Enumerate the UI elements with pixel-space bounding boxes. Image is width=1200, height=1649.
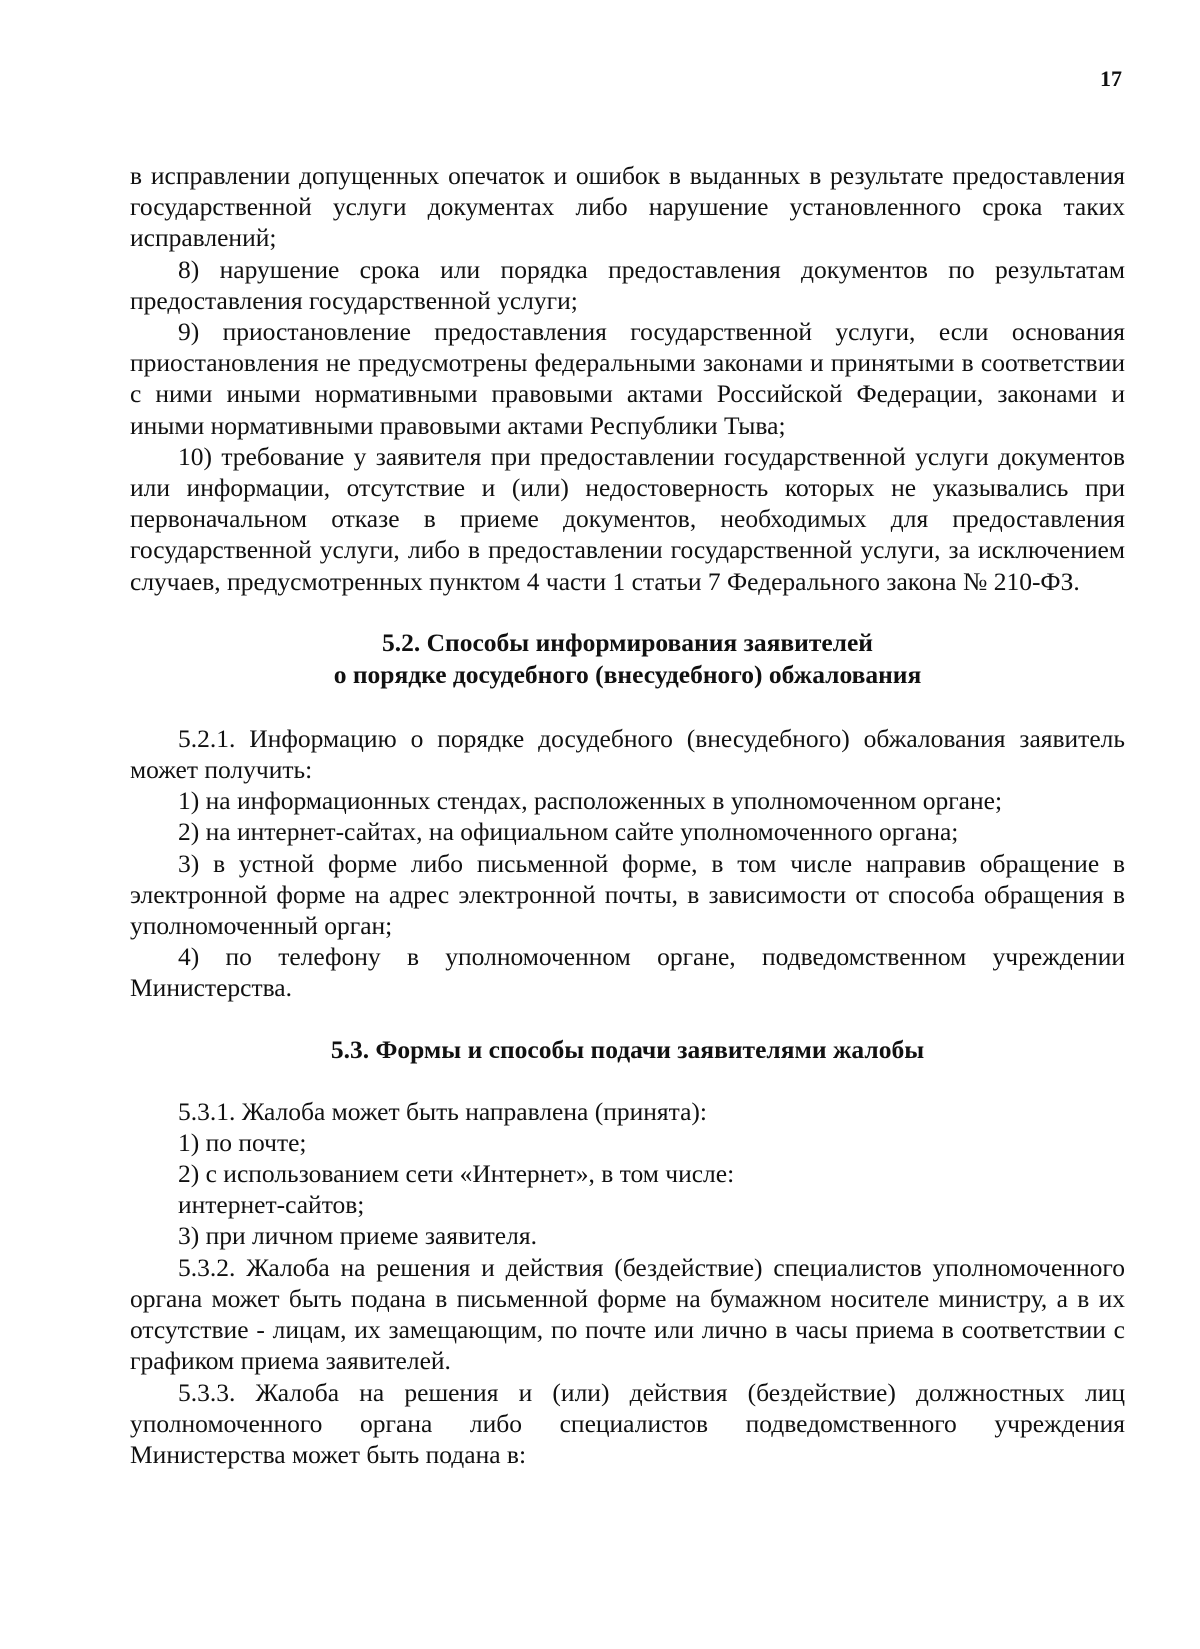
paragraph-5-3-3: 5.3.3. Жалоба на решения и (или) действия (бездействие) должностных лиц уполномоченного органа либо специалистов подведомственного учреждения Министерства может быть подана в: <box>130 1377 1125 1469</box>
list-item-5-2-1-2: 2) на интернет-сайтах, на официальном сайте уполномоченного органа; <box>178 817 959 847</box>
section-heading-5-2 <box>130 627 1125 691</box>
paragraph-5-3-1: 5.3.1. Жалоба может быть направлена (принята): <box>178 1096 707 1126</box>
paragraph-5-2-1: 5.2.1. Информацию о порядке досудебного (внесудебного) обжалования заявитель может получить: <box>130 723 1125 785</box>
paragraph-item-9: 9) приостановление предоставления государственной услуги, если основания приостановления не предусмотрены федеральными законами и принятыми в соответствии с ними иными нормативными правовыми актами Российской Федерации, законами и иными нормативными правовыми актами Республики Тыва; <box>130 317 1125 440</box>
paragraph-item-10: 10) требование у заявителя при предоставлении государственной услуги документов или информации, отсутствие и (или) недостоверность которых не указывались при первоначальном отказе в приеме документов, необходимых для предоставления государственной услуги, либо в предоставлении государственной услуги, за исключением случаев, предусмотренных пунктом 4 части 1 статьи 7 Федерального закона № 210-ФЗ. <box>130 441 1125 596</box>
section-heading-5-2-line1: 5.2. Способы информирования заявителей <box>381 627 873 657</box>
section-heading-5-2-line2: о порядке досудебного (внесудебного) обжалования <box>333 659 922 689</box>
section-heading-5-3: 5.3. Формы и способы подачи заявителями жалобы <box>330 1034 925 1064</box>
list-item-5-3-1-2-sub: интернет-сайтов; <box>178 1190 365 1220</box>
list-item-5-2-1-4: 4) по телефону в уполномоченном органе, подведомственном учреждении Министерства. <box>130 942 1125 1003</box>
paragraph-item-8: 8) нарушение срока или порядка предоставления документов по результатам предоставления государственной услуги; <box>130 254 1125 315</box>
document-body <box>130 160 1125 1470</box>
paragraph-5-3-2: 5.3.2. Жалоба на решения и действия (бездействие) специалистов уполномоченного органа может быть подана в письменной форме на бумажном носителе министру, а в их отсутствие - лицам, их замещающим, по почте или лично в часы приема в соответствии с графиком приема заявителей. <box>130 1252 1125 1376</box>
list-item-5-3-1-1: 1) по почте; <box>178 1127 307 1157</box>
list-item-5-3-1-3: 3) при личном приеме заявителя. <box>178 1221 537 1251</box>
page-number: 17 <box>1100 66 1122 91</box>
paragraph-continuation: в исправлении допущенных опечаток и ошибок в выданных в результате предоставления государственной услуги документах либо нарушение установленного срока таких исправлений; <box>130 161 1125 253</box>
list-item-5-3-1-2: 2) с использованием сети «Интернет», в том числе: <box>178 1159 735 1189</box>
list-item-5-2-1-1: 1) на информационных стендах, расположенных в уполномоченном органе; <box>178 786 1003 816</box>
list-item-5-2-1-3: 3) в устной форме либо письменной форме, в том числе направив обращение в электронной форме на адрес электронной почты, в зависимости от способа обращения в уполномоченный орган; <box>130 848 1125 941</box>
